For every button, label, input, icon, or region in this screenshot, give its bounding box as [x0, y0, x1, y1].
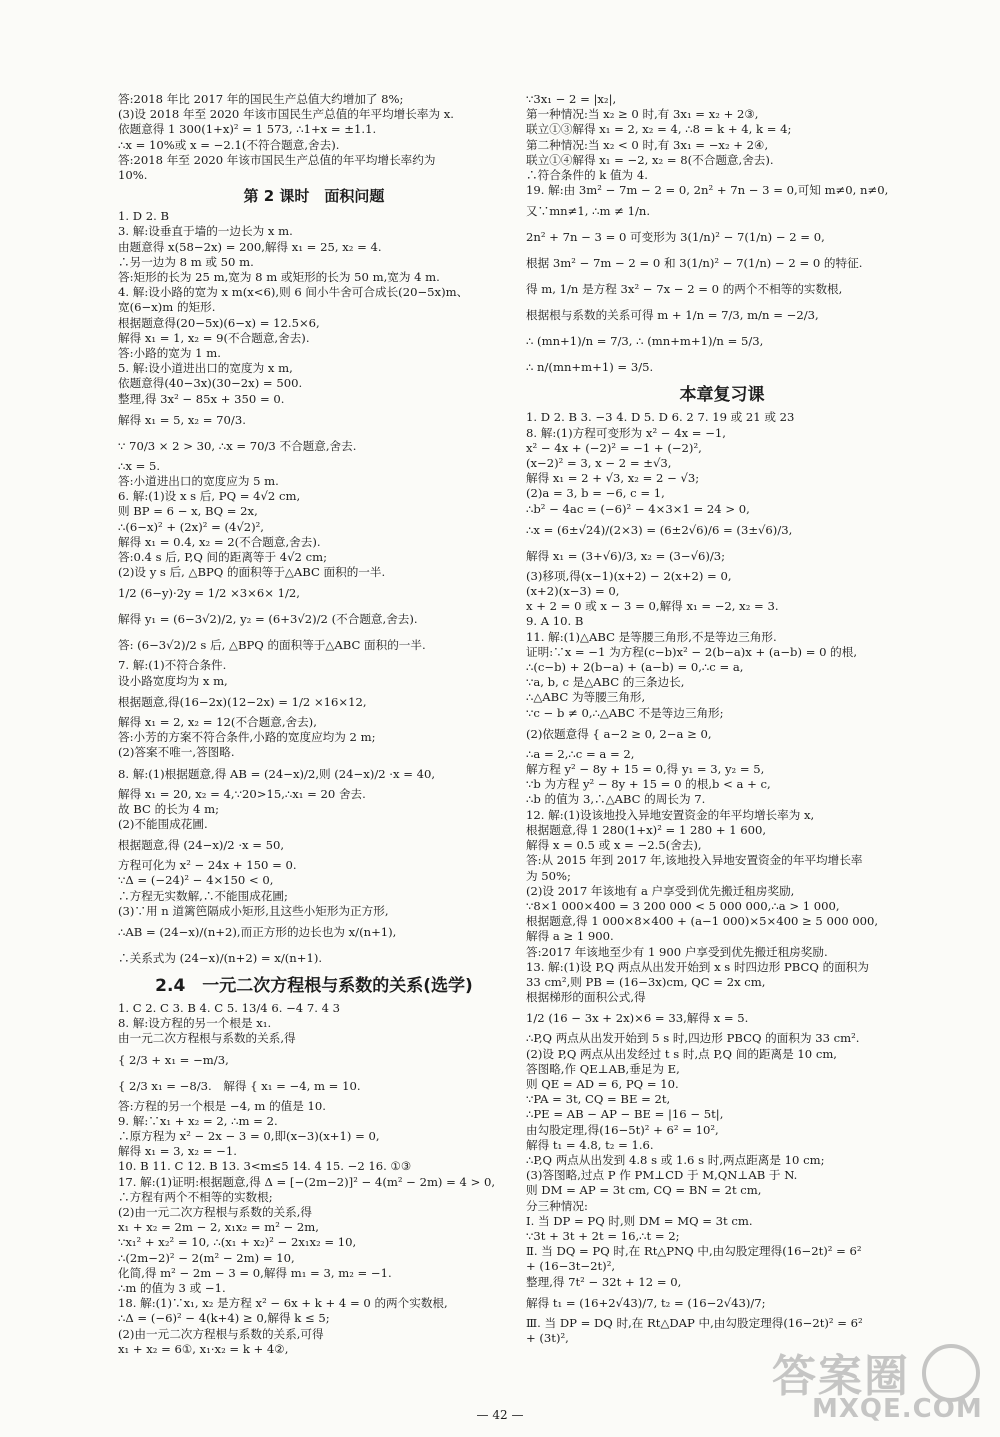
text-line: 联立①④解得 x₁ = −2, x₂ = 8(不合题意,舍去).	[526, 152, 774, 167]
watermark-logo	[772, 1340, 992, 1432]
text-line: ∴(2m−2)² − 2(m² − 2m) = 10,	[118, 1250, 295, 1265]
section-heading: 2.4 一元二次方程根与系数的关系(选学)	[155, 975, 473, 996]
text-line: ∵8×1 000×400 = 3 200 000 < 5 000 000,∴a > 1 000,	[526, 898, 840, 913]
text-line: 答:矩形的长为 25 m,宽为 8 m 或矩形的长为 50 m,宽为 4 m.	[118, 270, 440, 285]
text-line: 解得 t₁ = (16+2√43)/7, t₂ = (16−2√43)/7;	[526, 1295, 766, 1310]
text-line: 1/2 (6−y)·2y = 1/2 ×3×6× 1/2,	[118, 586, 300, 601]
text-line: ∵3t + 3t + 2t = 16,∴t = 2;	[526, 1228, 680, 1243]
text-line: 1. D 2. B	[118, 209, 169, 224]
text-line: (2)由一元二次方程根与系数的关系,可得	[118, 1326, 324, 1341]
text-line: (2)设 P,Q 两点从出发经过 t s 时,点 P,Q 间的距离是 10 cm,	[526, 1046, 837, 1061]
text-line: 答:方程的另一个根是 −4, m 的值是 10.	[118, 1098, 326, 1113]
text-line: (x+2)(x−3) = 0,	[526, 584, 620, 599]
text-line: 根据 3m² − 7m − 2 = 0 和 3(1/n)² − 7(1/n) − 2 = 0 的特征.	[526, 256, 863, 271]
text-line: 1. D 2. B 3. −3 4. D 5. D 6. 2 7. 19 或 21 或 23	[526, 410, 795, 425]
text-line: 则 DM = AP = 3t cm, CQ = BN = 2t cm,	[526, 1183, 762, 1198]
text-line: ∵a, b, c 是△ABC 的三条边长,	[526, 675, 685, 690]
text-line: 依题意得(40−3x)(30−2x) = 500.	[118, 376, 303, 391]
text-line: 得 m, 1/n 是方程 3x² − 7x − 2 = 0 的两个不相等的实数根,	[526, 282, 843, 297]
text-line: 根据题意得(20−5x)(6−x) = 12.5×6,	[118, 315, 320, 330]
text-line: 则 QE = AD = 6, PQ = 10.	[526, 1076, 679, 1091]
text-line: 17. 解:(1)证明:根据题意,得 Δ = [−(2m−2)]² − 4(m² − 2m) = 4 > 0,	[118, 1174, 496, 1189]
text-line: 解得 x₁ = 2, x₂ = 12(不合题意,舍去),	[118, 714, 317, 729]
text-line: 解得 x₁ = 5, x₂ = 70/3.	[118, 412, 246, 427]
text-line: 证明:∵x = −1 为方程(c−b)x² − 2(b−a)x + (a−b) = 0 的根,	[526, 644, 858, 659]
text-line: 5. 解:设小道进出口的宽度为 x m,	[118, 361, 293, 376]
text-line: ∴关系式为 (24−x)/(n+2) = x/(n+1).	[118, 950, 323, 965]
text-line: 7. 解:(1)不符合条件.	[118, 658, 227, 673]
text-line: 答:从 2015 年到 2017 年,该地投入异地安置资金的年平均增长率	[526, 853, 863, 868]
text-line: 整理,得 3x² − 85x + 350 = 0.	[118, 391, 285, 406]
text-line: 根据根与系数的关系可得 m + 1/n = 7/3, m/n = −2/3,	[526, 308, 819, 323]
text-line: ∴b² − 4ac = (−6)² − 4×3×1 = 24 > 0,	[526, 501, 750, 516]
text-line: ∴ (mn+1)/n = 7/3, ∴ (mn+m+1)/n = 5/3,	[526, 334, 764, 349]
text-line: 答:2017 年该地至少有 1 900 户享受到优先搬迁租房奖励.	[526, 944, 828, 959]
text-line: 答:小芳的方案不符合条件,小路的宽度应均为 2 m;	[118, 730, 376, 745]
text-line: 11. 解:(1)△ABC 是等腰三角形,不是等边三角形.	[526, 629, 777, 644]
text-line: ∵ 70/3 × 2 > 30, ∴x = 70/3 不合题意,舍去.	[118, 438, 357, 453]
text-line: + (16−3t−2t)²,	[526, 1259, 616, 1274]
text-line: ∵3x₁ − 2 = |x₂|,	[526, 92, 617, 106]
text-line: 12. 解:(1)设该地投入异地安置资金的年平均增长率为 x,	[526, 807, 815, 822]
text-line: 根据题意,得 1 000×8×400 + (a−1 000)×5×400 ≥ 5 000 000,	[526, 914, 879, 929]
text-line: + (3t)²,	[526, 1330, 569, 1345]
text-line: ∵b 为方程 y² − 8y + 15 = 0 的根,b < a + c,	[526, 777, 771, 792]
text-line: ∵PA = 3t, CQ = BE = 2t,	[526, 1092, 671, 1107]
section-heading: 第 2 课时 面积问题	[243, 187, 385, 206]
text-line: 根据题意,得 (24−x)/2 ·x = 50,	[118, 838, 285, 853]
text-line: Ⅱ. 当 DQ = PQ 时,在 Rt△PNQ 中,由勾股定理得(16−2t)² = 6²	[526, 1244, 862, 1259]
text-line: 1. C 2. C 3. B 4. C 5. 13/4 6. −4 7. 4 3	[118, 1000, 341, 1015]
text-line: ∴符合条件的 k 值为 4.	[526, 168, 648, 183]
text-line: 联立①③解得 x₁ = 2, x₂ = 4, ∴8 = k + 4, k = 4;	[526, 122, 792, 137]
text-line: 4. 解:设小路的宽为 x m(x<6),则 6 间小牛舍可合成长(20−5x)m、	[118, 285, 469, 300]
text-line: ∴ n/(mn+m+1) = 3/5.	[526, 360, 654, 375]
text-line: 9. A 10. B	[526, 614, 584, 629]
text-line: ∴a = 2,∴c = a = 2,	[526, 746, 635, 761]
text-line: ∴x = 5.	[118, 458, 161, 473]
text-line: (3)∵用 n 道篱笆隔成小矩形,且这些小矩形为正方形,	[118, 903, 389, 918]
text-line: 则 BP = 6 − x, BQ = 2x,	[118, 504, 258, 519]
text-line: Ⅲ. 当 DP = DQ 时,在 Rt△DAP 中,由勾股定理得(16−2t)² = 6²	[526, 1315, 863, 1330]
text-line: 解得 a ≥ 1 900.	[526, 929, 614, 944]
text-line: 由勾股定理,得(16−5t)² + 6² = 10²,	[526, 1122, 719, 1137]
text-line: 解得 x₁ = 20, x₂ = 4,∵20>15,∴x₁ = 20 舍去.	[118, 786, 366, 801]
text-line: 由一元二次方程根与系数的关系,得	[118, 1031, 296, 1046]
text-line: 13. 解:(1)设 P,Q 两点从出发开始到 x s 时四边形 PBCQ 的面积为	[526, 959, 869, 974]
text-line: ∴m 的值为 3 或 −1.	[118, 1280, 226, 1295]
text-line: x₁ + x₂ = 2m − 2, x₁x₂ = m² − 2m,	[118, 1220, 319, 1235]
text-line: 依题意得 1 300(1+x)² = 1 573, ∴1+x = ±1.1.	[118, 122, 377, 137]
text-line: 解得 t₁ = 4.8, t₂ = 1.6.	[526, 1137, 654, 1152]
text-line: (2)不能围成花圃.	[118, 816, 208, 831]
text-line: (2)依题意得 { a−2 ≥ 0, 2−a ≥ 0,	[526, 726, 712, 741]
text-line: 8. 解:(1)方程可变形为 x² − 4x = −1,	[526, 425, 726, 440]
text-line: 第一种情况:当 x₂ ≥ 0 时,有 3x₁ = x₂ + 2③,	[526, 107, 759, 122]
text-line: 8. 解:(1)根据题意,得 AB = (24−x)/2,则 (24−x)/2 ·x = 40,	[118, 766, 436, 781]
text-line: x² − 4x + (−2)² = −1 + (−2)²,	[526, 440, 702, 455]
text-line: ∴x = (6±√24)/(2×3) = (6±2√6)/6 = (3±√6)/3,	[526, 522, 793, 537]
text-line: 解得 x₁ = 0.4, x₂ = 2(不合题意,舍去).	[118, 534, 321, 549]
text-line: 方程可化为 x² − 24x + 150 = 0.	[118, 858, 297, 873]
text-line: 18. 解:(1)∵x₁, x₂ 是方程 x² − 6x + k + 4 = 0 的两个实数根,	[118, 1296, 448, 1311]
text-line: 宽(6−x)m 的矩形.	[118, 300, 216, 315]
text-line: ∴方程有两个不相等的实数根;	[118, 1189, 273, 1204]
text-line: 10%.	[118, 168, 148, 183]
text-line: 为 50%;	[526, 868, 571, 883]
text-line: 答:小道进出口的宽度应为 5 m.	[118, 474, 279, 489]
text-line: Ⅰ. 当 DP = PQ 时,则 DM = MQ = 3t cm.	[526, 1213, 753, 1228]
text-line: ∴(c−b) + 2(b−a) + (a−b) = 0,∴c = a,	[526, 660, 744, 675]
text-line: 解得 x₁ = 1, x₂ = 9(不合题意,舍去).	[118, 330, 310, 345]
text-line: 1/2 (16 − 3x + 2x)×6 = 33,解得 x = 5.	[526, 1011, 749, 1026]
text-line: ∵Δ = (−24)² − 4×150 < 0,	[118, 873, 274, 888]
text-line: ∴b 的值为 3,∴△ABC 的周长为 7.	[526, 792, 706, 807]
text-line: (2)设 2017 年该地有 a 户享受到优先搬迁租房奖励,	[526, 883, 795, 898]
text-line: ∴原方程为 x² − 2x − 3 = 0,即(x−3)(x+1) = 0,	[118, 1128, 380, 1143]
text-line: 3. 解:设垂直于墙的一边长为 x m.	[118, 224, 293, 239]
text-line: (2)设 y s 后, △BPQ 的面积等于△ABC 面积的一半.	[118, 565, 386, 580]
text-line: (x−2)² = 3, x − 2 = ±√3,	[526, 456, 672, 471]
text-line: 33 cm²,则 PB = (16−3x)cm, QC = 2x cm,	[526, 974, 766, 989]
text-line: 故 BC 的长为 4 m;	[118, 801, 219, 816]
section-heading: 本章复习课	[679, 385, 765, 406]
text-line: 根据题意,得 1 280(1+x)² = 1 280 + 1 600,	[526, 822, 767, 837]
watermark-url: MXQE.COM	[812, 1394, 983, 1424]
text-line: ∵c − b ≠ 0,∴△ABC 不是等边三角形;	[526, 705, 724, 720]
text-line: 分三种情况:	[526, 1198, 588, 1213]
text-line: 解得 x₁ = (3+√6)/3, x₂ = (3−√6)/3;	[526, 548, 726, 563]
text-line: (3)答图略,过点 P 作 PM⊥CD 于 M,QN⊥AB 于 N.	[526, 1168, 798, 1183]
text-line: 解得 y₁ = (6−3√2)/2, y₂ = (6+3√2)/2 (不合题意,舍去).	[118, 612, 418, 627]
text-line: 解方程 y² − 8y + 15 = 0,得 y₁ = 3, y₂ = 5,	[526, 762, 765, 777]
text-line: 根据梯形的面积公式,得	[526, 990, 646, 1005]
text-line: 第二种情况:当 x₂ < 0 时,有 3x₁ = −x₂ + 2④,	[526, 137, 769, 152]
text-line: ∴x = 10%或 x = −2.1(不符合题意,舍去).	[118, 137, 340, 152]
text-line: 化简,得 m² − 2m − 3 = 0,解得 m₁ = 3, m₂ = −1.	[118, 1265, 392, 1280]
text-line: { 2/3 + x₁ = −m/3,	[118, 1052, 229, 1067]
left-column	[118, 92, 510, 1357]
text-line: 答图略,作 QE⊥AB,垂足为 E,	[526, 1061, 680, 1076]
text-line: 解得 x = 0.5 或 x = −2.5(舍去),	[526, 838, 702, 853]
text-line: (2)由一元二次方程根与系数的关系,得	[118, 1204, 313, 1219]
text-line: 解得 x₁ = 2 + √3, x₂ = 2 − √3;	[526, 471, 700, 486]
text-line: x + 2 = 0 或 x − 3 = 0,解得 x₁ = −2, x₂ = 3.	[526, 599, 779, 614]
text-line: ∴AB = (24−x)/(n+2),而正方形的边长也为 x/(n+1),	[118, 924, 397, 939]
text-line: ∴(6−x)² + (2x)² = (4√2)²,	[118, 519, 264, 534]
text-line: { 2/3 x₁ = −8/3. 解得 { x₁ = −4, m = 10.	[118, 1078, 361, 1093]
text-line: 由题意得 x(58−2x) = 200,解得 x₁ = 25, x₂ = 4.	[118, 239, 382, 254]
text-line: 2n² + 7n − 3 = 0 可变形为 3(1/n)² − 7(1/n) − 2 = 0,	[526, 230, 825, 245]
text-line: 又∵mn≠1, ∴m ≠ 1/n.	[526, 204, 650, 219]
text-line: 19. 解:由 3m² − 7m − 2 = 0, 2n² + 7n − 3 = 0,可知 m≠0, n≠0,	[526, 183, 889, 198]
text-line: ∴另一边为 8 m 或 50 m.	[118, 254, 254, 269]
text-line: ∴P,Q 两点从出发开始到 5 s 时,四边形 PBCQ 的面积为 33 cm².	[526, 1031, 860, 1046]
text-line: (2)答案不唯一,答图略.	[118, 745, 235, 760]
text-line: 解得 x₁ = 3, x₂ = −1.	[118, 1144, 237, 1159]
text-line: ∴方程无实数解,∴不能围成花圃;	[118, 888, 288, 903]
text-line: 答:2018 年比 2017 年的国民生产总值大约增加了 8%;	[118, 92, 404, 106]
text-line: x₁ + x₂ = 6①, x₁·x₂ = k + 4②,	[118, 1341, 289, 1356]
text-line: 整理,得 7t² − 32t + 12 = 0,	[526, 1274, 682, 1289]
text-line: 答: (6−3√2)/2 s 后, △BPQ 的面积等于△ABC 面积的一半.	[118, 638, 426, 653]
right-column	[526, 92, 918, 1346]
text-line: 答:2018 年至 2020 年该市国民生产总值的年平均增长率约为	[118, 152, 436, 167]
text-line: ∵x₁² + x₂² = 10, ∴(x₁ + x₂)² − 2x₁x₂ = 10,	[118, 1235, 357, 1250]
text-line: ∴PE = AB − AP − BE = |16 − 5t|,	[526, 1107, 724, 1122]
text-line: 10. B 11. C 12. B 13. 3<m≤5 14. 4 15. −2 16. ①③	[118, 1159, 412, 1174]
text-line: 答:小路的宽为 1 m.	[118, 346, 221, 361]
text-line: 9. 解:∵x₁ + x₂ = 2, ∴m = 2.	[118, 1113, 278, 1128]
text-line: ∴△ABC 为等腰三角形,	[526, 690, 646, 705]
text-line: 根据题意,得(16−2x)(12−2x) = 1/2 ×16×12,	[118, 694, 367, 709]
watermark-text: 答案圈	[772, 1351, 910, 1402]
text-line: (2)a = 3, b = −6, c = 1,	[526, 486, 665, 501]
text-line: (3)移项,得(x−1)(x+2) − 2(x+2) = 0,	[526, 568, 732, 583]
text-line: 8. 解:设方程的另一个根是 x₁.	[118, 1016, 272, 1031]
text-line: (3)设 2018 年至 2020 年该市国民生产总值的年平均增长率为 x.	[118, 107, 454, 122]
text-line: 答:0.4 s 后, P,Q 间的距离等于 4√2 cm;	[118, 550, 328, 565]
page-number: — 42 —	[476, 1408, 524, 1422]
text-line: 6. 解:(1)设 x s 后, PQ = 4√2 cm,	[118, 489, 301, 504]
text-line: ∴P,Q 两点从出发到 4.8 s 或 1.6 s 时,两点距离是 10 cm;	[526, 1152, 825, 1167]
text-line: 设小路宽度均为 x m,	[118, 673, 228, 688]
text-line: ∴Δ = (−6)² − 4(k+4) ≥ 0,解得 k ≤ 5;	[118, 1311, 330, 1326]
